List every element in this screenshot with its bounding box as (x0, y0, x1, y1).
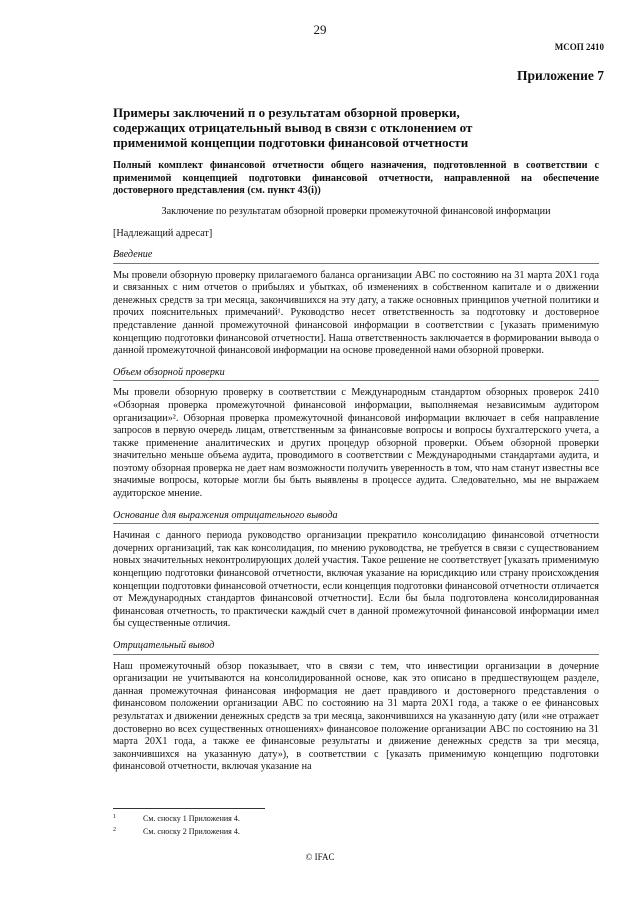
section-heading-basis: Основание для выражения отрицательного вывода (113, 510, 599, 525)
standard-code: МСОП 2410 (554, 42, 604, 52)
addressee: [Надлежащий адресат] (113, 228, 213, 240)
section-text-conclusion: Наш промежуточный обзор показывает, что в связи с тем, что инвестиции организации в дочерние организации не учитываются на консолидированной основе, как это описано в предшествующем разделе, данная промежуточная финансовая информация не дает правдивого и достоверного представления о финансовом положении организации ABC по состоянию на 31 марта 20X1 года, а также о ее финансовых результатах и движении денежных средств за три месяца, закончившихся на указанную дату (или «не отражает достоверно во всех существенных отношениях» финансовое положение организации ABC по состоянию на 31 марта 20X1 года, а также ее финансовые результаты и движение денежных средств за три месяца, закончившихся на указанную дату»), в соответствии с [указать применимую концепцию подготовки финансовой отчетности, включая указание на (113, 660, 599, 773)
section-heading-introduction: Введение (113, 249, 599, 264)
footnote-marker: 2 (113, 827, 116, 833)
page-number: 29 (313, 22, 327, 37)
section-heading-scope: Объем обзорной проверки (113, 367, 599, 382)
section-text-introduction: Мы провели обзорную проверку прилагаемого баланса организации ABC по состоянию на 31 марта 20X1 года и связанных с ним отчетов о прибылях и убытках, об изменениях в собственном капитале и о движении денежных средств за три месяца, закончившихся на эту дату, а также основных принципов учетной политики и прочих пояснительных примечаний¹. Руководство несет ответственность за подготовку и достоверное представление данной промежуточной финансовой информации в соответствии с [указать применимую концепцию подготовки финансовой отчетности]. Наша ответственность заключается в формировании вывода о данной промежуточной финансовой информации на основе проведенной нами обзорной проверки. (113, 269, 599, 357)
section-heading-conclusion: Отрицательный вывод (113, 640, 599, 655)
footnote (113, 814, 240, 823)
footnote (113, 827, 240, 836)
footnote-text: См. сноску 1 Приложения 4. (143, 814, 240, 823)
footnote-text: См. сноску 2 Приложения 4. (143, 827, 240, 836)
footnote-divider (113, 808, 265, 809)
document-title: Примеры заключений п о результатам обзорной проверки, содержащих отрицательный вывод в связи с отклонением от применимой концепции подготовки финансовой отчетности (113, 105, 473, 150)
section-text-scope: Мы провели обзорную проверку в соответствии с Международным стандартом обзорных проверок 2410 «Обзорная проверка промежуточной финансовой информации, выполняемая независимым аудитором организации»². Обзорная проверка промежуточной финансовой информации включает в себя направление запросов в первую очередь лицам, ответственным за финансовые вопросы и вопросы бухгалтерского учета, а также применение аналитических и других процедур обзорной проверки. Объем обзорной проверки значительно меньше объема аудита, проводимого в соответствии с Международными стандартами аудита, и поэтому обзорная проверка не дает нам возможности получить уверенность в том, что нам станут известны все значимые вопросы, которые могли бы быть выявлены в процессе аудита. Следовательно, мы не выражаем аудиторское мнение. (113, 387, 599, 500)
document-body (113, 160, 599, 783)
appendix-label: Приложение 7 (516, 68, 604, 83)
footnote-marker: 1 (113, 814, 116, 820)
lead-paragraph: Полный комплект финансовой отчетности общего назначения, подготовленной в соответствии с применимой концепцией подготовки финансовой отчетности, направленной на обеспечение достоверного представления (см. пункт 43(i)) (113, 160, 599, 197)
report-heading: Заключение по результатам обзорной проверки промежуточной финансовой информации (161, 205, 551, 217)
copyright-footer: © IFAC (305, 852, 335, 862)
section-text-basis: Начиная с данного периода руководство организации прекратило консолидацию финансовой отчетности дочерних организаций, так как консолидация, по мнению руководства, не требуется в связи с существованием новых значительных неконтролирующих долей участия. Такое решение не соответствует [указать применимую концепцию подготовки финансовой отчетности, включая указание на юрисдикцию или страну происхождения концепции подготовки финансовой отчетности, если концепция подготовки финансовой отчетности отличается от Международных стандартов финансовой отчетности]. Если бы была подготовлена консолидированная финансовая отчетность, то практически каждый счет в данной промежуточной финансовой информации имел бы существенные отличия. (113, 530, 599, 630)
